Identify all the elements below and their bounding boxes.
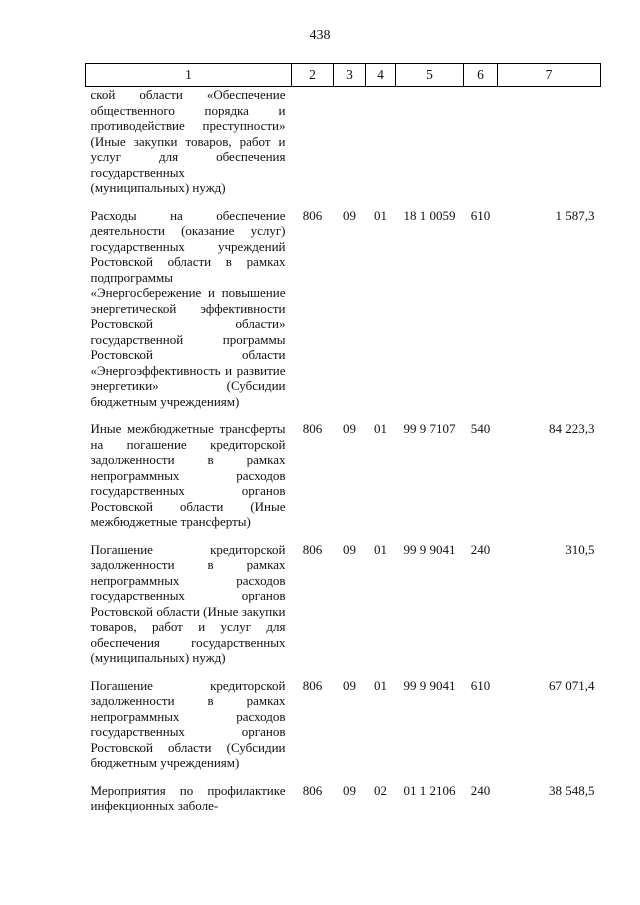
header-col-2: 2 bbox=[292, 64, 334, 87]
table-row bbox=[86, 780, 601, 823]
header-col-4: 4 bbox=[366, 64, 396, 87]
row-subsection: 01 bbox=[374, 541, 387, 557]
row-ministry bbox=[292, 87, 334, 205]
row-target-article bbox=[396, 87, 464, 205]
header-col-3: 3 bbox=[334, 64, 366, 87]
row-section: 09 bbox=[343, 541, 356, 557]
row-target-article: 99 9 9041 bbox=[403, 677, 456, 693]
row-amount: 84 223,3 bbox=[549, 421, 595, 436]
row-amount: 38 548,5 bbox=[549, 782, 595, 798]
row-amount: 67 071,4 bbox=[549, 677, 595, 693]
row-subsection bbox=[366, 87, 396, 205]
row-ministry: 806 bbox=[302, 677, 323, 693]
row-subsection: 01 bbox=[374, 421, 387, 436]
header-row bbox=[86, 64, 601, 87]
row-target-article: 99 9 9041 bbox=[403, 541, 456, 557]
table-row bbox=[86, 418, 601, 539]
header-col-7: 7 bbox=[498, 64, 601, 87]
row-section: 09 bbox=[343, 207, 356, 223]
row-ministry: 806 bbox=[302, 541, 323, 557]
row-target-article: 99 9 7107 bbox=[403, 421, 456, 436]
table-row bbox=[86, 205, 601, 419]
row-description: Погашение кредиторской задолженности в рамках непрограммных расходов государственных органов Ростовской области (Иные закупки товаров, работ и услуг для обеспечения государственных (муниципальных) нужд) bbox=[90, 541, 286, 665]
row-target-article: 01 1 2106 bbox=[403, 782, 456, 798]
row-amount: 310,5 bbox=[565, 541, 595, 557]
row-amount: 1 587,3 bbox=[555, 207, 595, 223]
row-subsection: 01 bbox=[374, 207, 387, 223]
row-description: ской области «Обеспечение общественного порядка и противодействие преступности» (Иные закупки товаров, работ и услуг для обеспечения государственных (муниципальных) нужд) bbox=[90, 87, 286, 195]
row-subsection: 02 bbox=[374, 782, 387, 798]
row-subsection: 01 bbox=[374, 677, 387, 693]
row-description: Расходы на обеспечение деятельности (оказание услуг) государственных учреждений Ростовской области в рамках подпрограммы «Энергосбережение и повышение энергетической эффективности Ростовской области» государственной программы Ростовской области «Энергоэффективность и развитие энергетики» (Субсидии бюджетным учреждениям) bbox=[90, 207, 286, 409]
table-row bbox=[86, 539, 601, 675]
budget-table bbox=[85, 63, 601, 823]
page-number: 438 bbox=[309, 28, 331, 43]
table-row bbox=[86, 87, 601, 205]
header-col-6: 6 bbox=[464, 64, 498, 87]
row-ministry: 806 bbox=[302, 421, 323, 436]
row-section: 09 bbox=[343, 677, 356, 693]
header-col-5: 5 bbox=[396, 64, 464, 87]
row-description: Иные межбюджетные трансферты на погашение кредиторской задолженности в рамках непрограммных расходов государственных органов Ростовской области (Иные межбюджетные трансферты) bbox=[90, 421, 286, 529]
row-ministry: 806 bbox=[302, 207, 323, 223]
table-row bbox=[86, 675, 601, 780]
row-expense-type bbox=[464, 87, 498, 205]
header-col-1: 1 bbox=[86, 64, 292, 87]
row-expense-type: 610 bbox=[470, 677, 491, 693]
row-section: 09 bbox=[343, 782, 356, 798]
row-expense-type: 240 bbox=[470, 541, 491, 557]
row-section bbox=[334, 87, 366, 205]
row-expense-type: 610 bbox=[470, 207, 491, 223]
row-target-article: 18 1 0059 bbox=[403, 207, 456, 223]
row-description: Мероприятия по профилактике инфекционных заболе- bbox=[90, 782, 286, 813]
row-ministry: 806 bbox=[302, 782, 323, 798]
row-amount bbox=[498, 87, 601, 205]
row-description: Погашение кредиторской задолженности в рамках непрограммных расходов государственных органов Ростовской области (Субсидии бюджетным учреждениям) bbox=[90, 677, 286, 770]
row-expense-type: 540 bbox=[470, 421, 491, 436]
row-section: 09 bbox=[343, 421, 356, 436]
row-expense-type: 240 bbox=[470, 782, 491, 798]
